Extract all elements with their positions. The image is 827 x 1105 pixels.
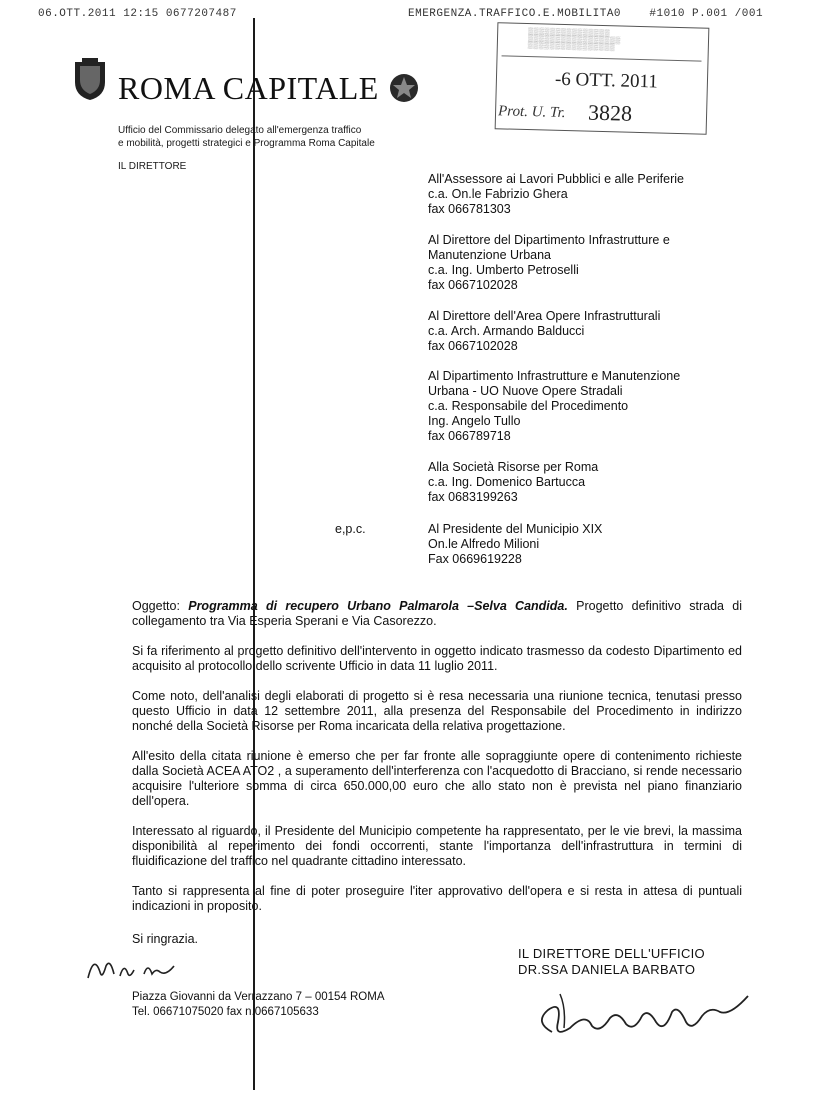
body-paragraph: Si fa riferimento al progetto definitivo dell'intervento in oggetto indicato trasmesso da codesto Dipartimento ed acquisito al protocollo dello scrivente Ufficio in data 11 luglio 2011.	[132, 644, 742, 673]
subject-label: Oggetto:	[132, 599, 180, 613]
office-line-2: e mobilità, progetti strategici e Programma Roma Capitale	[118, 138, 375, 149]
roma-shield-icon	[72, 58, 108, 107]
epc-label: e,p.c.	[335, 522, 366, 536]
recipient-block	[428, 172, 728, 217]
fax-header-right: EMERGENZA.TRAFFICO.E.MOBILITA0 #1010 P.001 /001	[408, 8, 764, 20]
subject-rest-2: collegamento tra Via Esperia Sperani e Via Casorezzo.	[132, 614, 437, 628]
subject-rest-1: Progetto definitivo strada di	[576, 599, 742, 613]
stamp-date: -6 OTT. 2011	[554, 68, 659, 93]
epc-recipient: Al Presidente del Municipio XIX On.le Alfredo Milioni Fax 0669619228	[428, 522, 603, 566]
recipient-item: Al Dipartimento Infrastrutture e Manutenzione Urbana - UO Nuove Opere Stradali c.a. Responsabile del Procedimento Ing. Angelo Tullo fax 066789718	[428, 369, 681, 443]
signature-title: IL DIRETTORE DELL'UFFICIO	[518, 946, 705, 961]
stamp-number: 3828	[587, 99, 633, 126]
office-description	[118, 124, 408, 150]
fax-header-left: 06.OTT.2011 12:15 0677207487	[38, 8, 237, 20]
footer	[132, 990, 385, 1020]
republic-emblem-icon	[388, 72, 420, 109]
recipient-item: Alla Società Risorse per Roma c.a. Ing. Domenico Bartucca fax 0683199263	[428, 460, 599, 504]
body-paragraph: All'esito della citata riunione è emerso che per far fronte alle sopraggiunte opere di contenimento richieste dalla Società ACEA ATO2 , a superamento dell'interferenza con l'acquedotto di Bracciano, si rende necessario acquisire l'ulteriore somma di circa 650.000,00 euro che allo stato non è prevista nel piano finanziario dell'opera.	[132, 749, 742, 808]
body-paragraph: Come noto, dell'analisi degli elaborati di progetto si è resa necessaria una riunione tecnica, tenutasi presso questo Ufficio in data 12 settembre 2011, alla presenza del Responsabile del Procedimento in indirizzo nonché della Società Risorse per Roma incaricata della relativa progettazione.	[132, 689, 742, 733]
handwritten-signature	[530, 982, 760, 1047]
footer-address: Piazza Giovanni da Verrazzano 7 – 00154 ROMA	[132, 991, 385, 1003]
footer-phone: Tel. 06671075020 fax n.0667105633	[132, 1006, 319, 1018]
recipient-item: All'Assessore ai Lavori Pubblici e alle Periferie c.a. On.le Fabrizio Ghera fax 066781303	[428, 172, 684, 216]
protocol-stamp	[495, 22, 710, 135]
subject	[132, 599, 742, 629]
body-paragraph: Tanto si rappresenta al fine di poter proseguire l'iter approvativo dell'opera e si resta in attesa di puntuali indicazioni in proposito.	[132, 884, 742, 913]
signature-block	[518, 946, 705, 978]
recipient-item: Al Direttore del Dipartimento Infrastrutture e Manutenzione Urbana c.a. Ing. Umberto Petroselli fax 0667102028	[428, 233, 670, 292]
stamp-header-faint: ▒▒▒▒▒▒▒▒▒▒▒▒▒▒▒ ▒▒▒▒▒▒▒▒▒▒▒▒▒▒▒▒▒ ▒▒▒▒▒▒▒▒▒▒▒▒▒▒▒▒	[527, 28, 621, 52]
initials-scribble	[84, 948, 184, 993]
director-label: IL DIRETTORE	[118, 161, 187, 172]
closing: Si ringrazia.	[132, 932, 198, 946]
subject-title: Programma di recupero Urbano Palmarola –Selva Candida.	[188, 599, 568, 613]
recipient-item: Al Direttore dell'Area Opere Infrastrutturali c.a. Arch. Armando Balducci fax 0667102028	[428, 309, 661, 353]
body-paragraph: Interessato al riguardo, il Presidente del Municipio competente ha rappresentato, per le vie brevi, la massima disponibilità al reperimento dei fondi occorrenti, stante l'importanza dell'infrastruttura in termini di fluidificazione del traffico nel quadrante cittadino interessato.	[132, 824, 742, 868]
office-line-1: Ufficio del Commissario delegato all'emergenza traffico	[118, 125, 362, 136]
scan-line	[253, 18, 255, 1090]
stamp-prot-label: Prot. U. Tr.	[497, 103, 566, 122]
brand-title: ROMA CAPITALE	[118, 70, 379, 106]
signature-name: DR.SSA DANIELA BARBATO	[518, 962, 696, 977]
